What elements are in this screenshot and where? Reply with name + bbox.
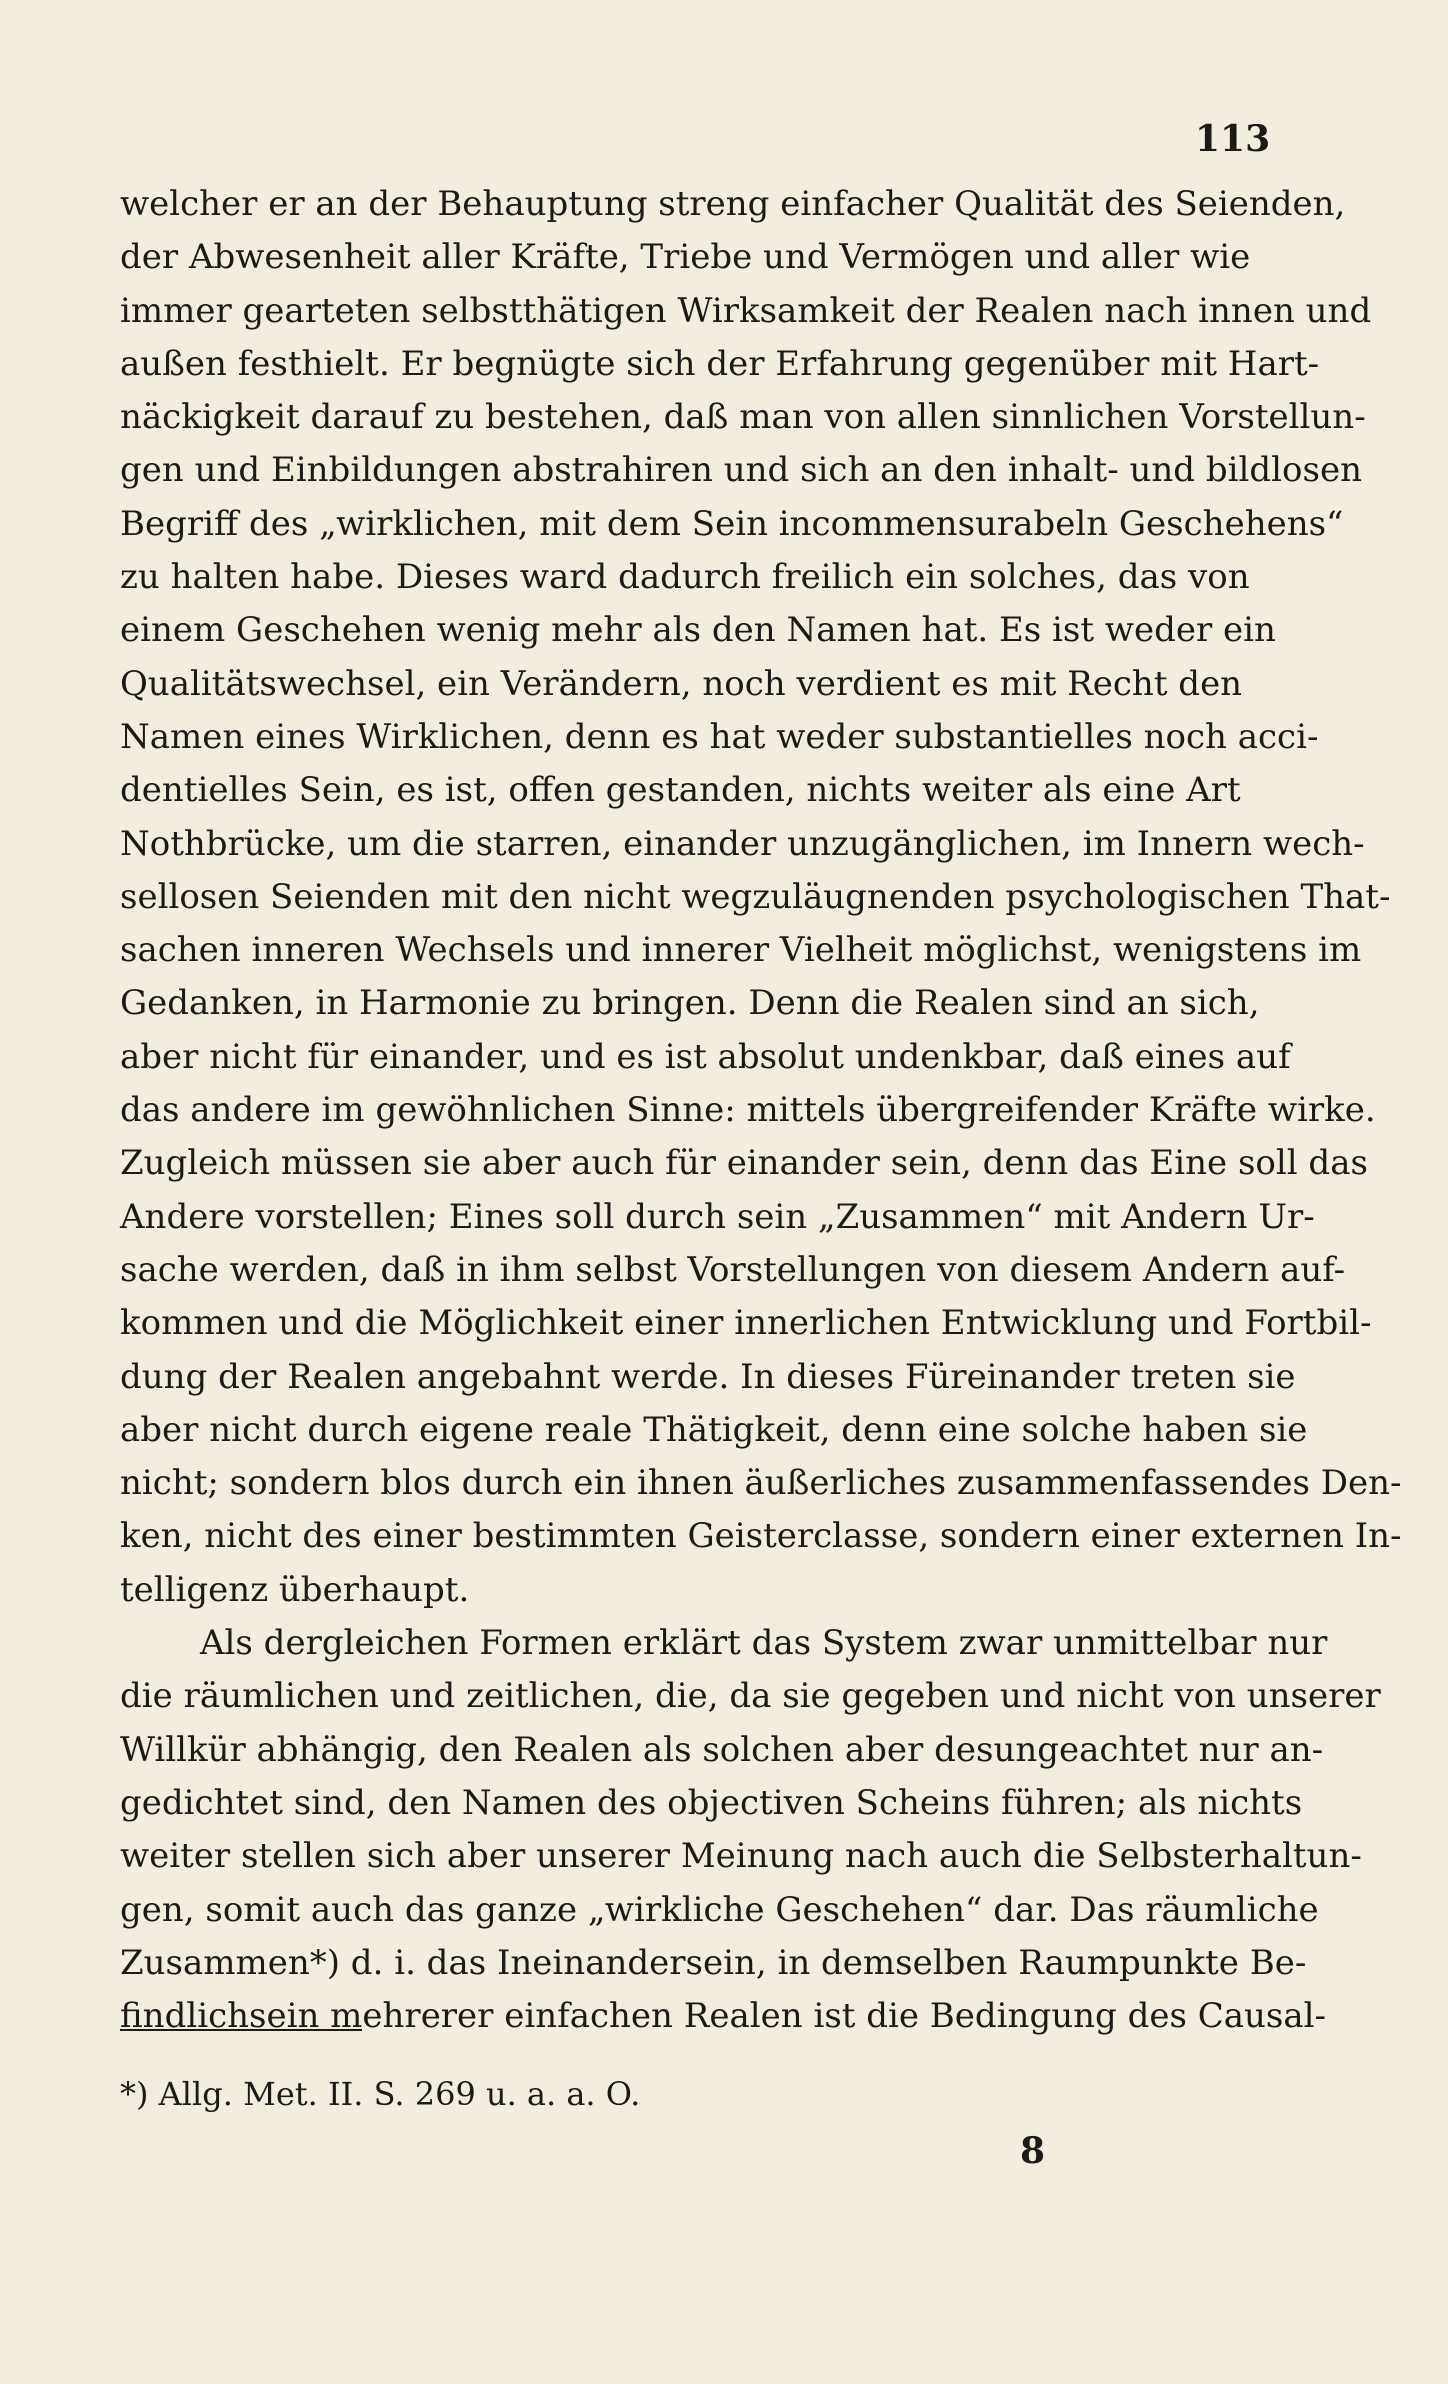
paragraph-2 [120, 1617, 1381, 2043]
text-line: gen und Einbildungen abstrahiren und sich an den inhalt- und bildlosen [120, 450, 1362, 491]
footnote: *) Allg. Met. II. S. 269 u. a. a. O. [120, 2075, 641, 2113]
text-line: ken, nicht des einer bestimmten Geisterclasse, sondern einer externen In- [120, 1516, 1402, 1557]
text-line: aber nicht für einander, und es ist absolut undenkbar, daß eines auf [120, 1036, 1291, 1077]
text-line: weiter stellen sich aber unserer Meinung nach auch die Selbsterhaltun- [120, 1836, 1362, 1877]
paragraph-1 [120, 178, 1402, 1617]
text-line: Als dergleichen Formen erklärt das System zwar unmittelbar nur [200, 1623, 1328, 1664]
text-line: Begriff des „wirklichen, mit dem Sein incommensurabeln Geschehens“ [120, 503, 1344, 544]
text-line: außen festhielt. Er begnügte sich der Erfahrung gegenüber mit Hart- [120, 343, 1320, 384]
text-line: sache werden, daß in ihm selbst Vorstellungen von diesem Andern auf- [120, 1249, 1346, 1290]
text-line: gen, somit auch das ganze „wirkliche Geschehen“ dar. Das räumliche [120, 1889, 1319, 1930]
text-line: Qualitätswechsel, ein Verändern, noch verdient es mit Recht den [120, 663, 1243, 704]
text-line: sachen inneren Wechsels und innerer Vielheit möglichst, wenigstens im [120, 930, 1362, 971]
text-line: die räumlichen und zeitlichen, die, da sie gegeben und nicht von unserer [120, 1676, 1381, 1717]
text-line: nicht; sondern blos durch ein ihnen äußerliches zusammenfassendes Den- [120, 1463, 1402, 1504]
body-text [120, 178, 1402, 2043]
footnote-divider [120, 2029, 362, 2031]
text-line: Gedanken, in Harmonie zu bringen. Denn die Realen sind an sich, [120, 983, 1260, 1024]
text-line: Namen eines Wirklichen, denn es hat weder substantielles noch acci- [120, 716, 1319, 757]
text-line: sellosen Seienden mit den nicht wegzuläugnenden psychologischen That- [120, 876, 1391, 917]
text-line: kommen und die Möglichkeit einer innerlichen Entwicklung und Fortbil- [120, 1303, 1372, 1344]
signature-mark: 8 [1020, 2130, 1046, 2172]
text-line: dung der Realen angebahnt werde. In dieses Füreinander treten sie [120, 1356, 1296, 1397]
text-line: Zugleich müssen sie aber auch für einander sein, denn das Eine soll das [120, 1143, 1368, 1184]
text-line: das andere im gewöhnlichen Sinne: mittels übergreifender Kräfte wirke. [120, 1090, 1376, 1131]
text-line: dentielles Sein, es ist, offen gestanden, nichts weiter als eine Art [120, 770, 1241, 811]
text-line: immer gearteten selbstthätigen Wirksamkeit der Realen nach innen und [120, 290, 1372, 331]
text-line: telligenz überhaupt. [120, 1569, 470, 1610]
text-line: aber nicht durch eigene reale Thätigkeit, denn eine solche haben sie [120, 1409, 1308, 1450]
text-line: der Abwesenheit aller Kräfte, Triebe und Vermögen und aller wie [120, 237, 1251, 278]
text-line: näckigkeit darauf zu bestehen, daß man von allen sinnlichen Vorstellun- [120, 397, 1366, 438]
text-line: Andere vorstellen; Eines soll durch sein „Zusammen“ mit Andern Ur- [120, 1196, 1315, 1237]
text-line: Willkür abhängig, den Realen als solchen aber desungeachtet nur an- [120, 1729, 1324, 1770]
text-line: Zusammen*) d. i. das Ineinandersein, in demselben Raumpunkte Be- [120, 1942, 1307, 1983]
text-line: gedichtet sind, den Namen des objectiven Scheins führen; als nichts [120, 1782, 1303, 1823]
text-line: einem Geschehen wenig mehr als den Namen hat. Es ist weder ein [120, 610, 1276, 651]
page-number: 113 [1195, 118, 1271, 160]
text-line: findlichsein mehrerer einfachen Realen ist die Bedingung des Causal- [120, 1996, 1326, 2037]
text-line: zu halten habe. Dieses ward dadurch freilich ein solches, das von [120, 557, 1250, 598]
text-line: welcher er an der Behauptung streng einfacher Qualität des Seienden, [120, 184, 1346, 224]
text-line: Nothbrücke, um die starren, einander unzugänglichen, im Innern wech- [120, 823, 1365, 864]
